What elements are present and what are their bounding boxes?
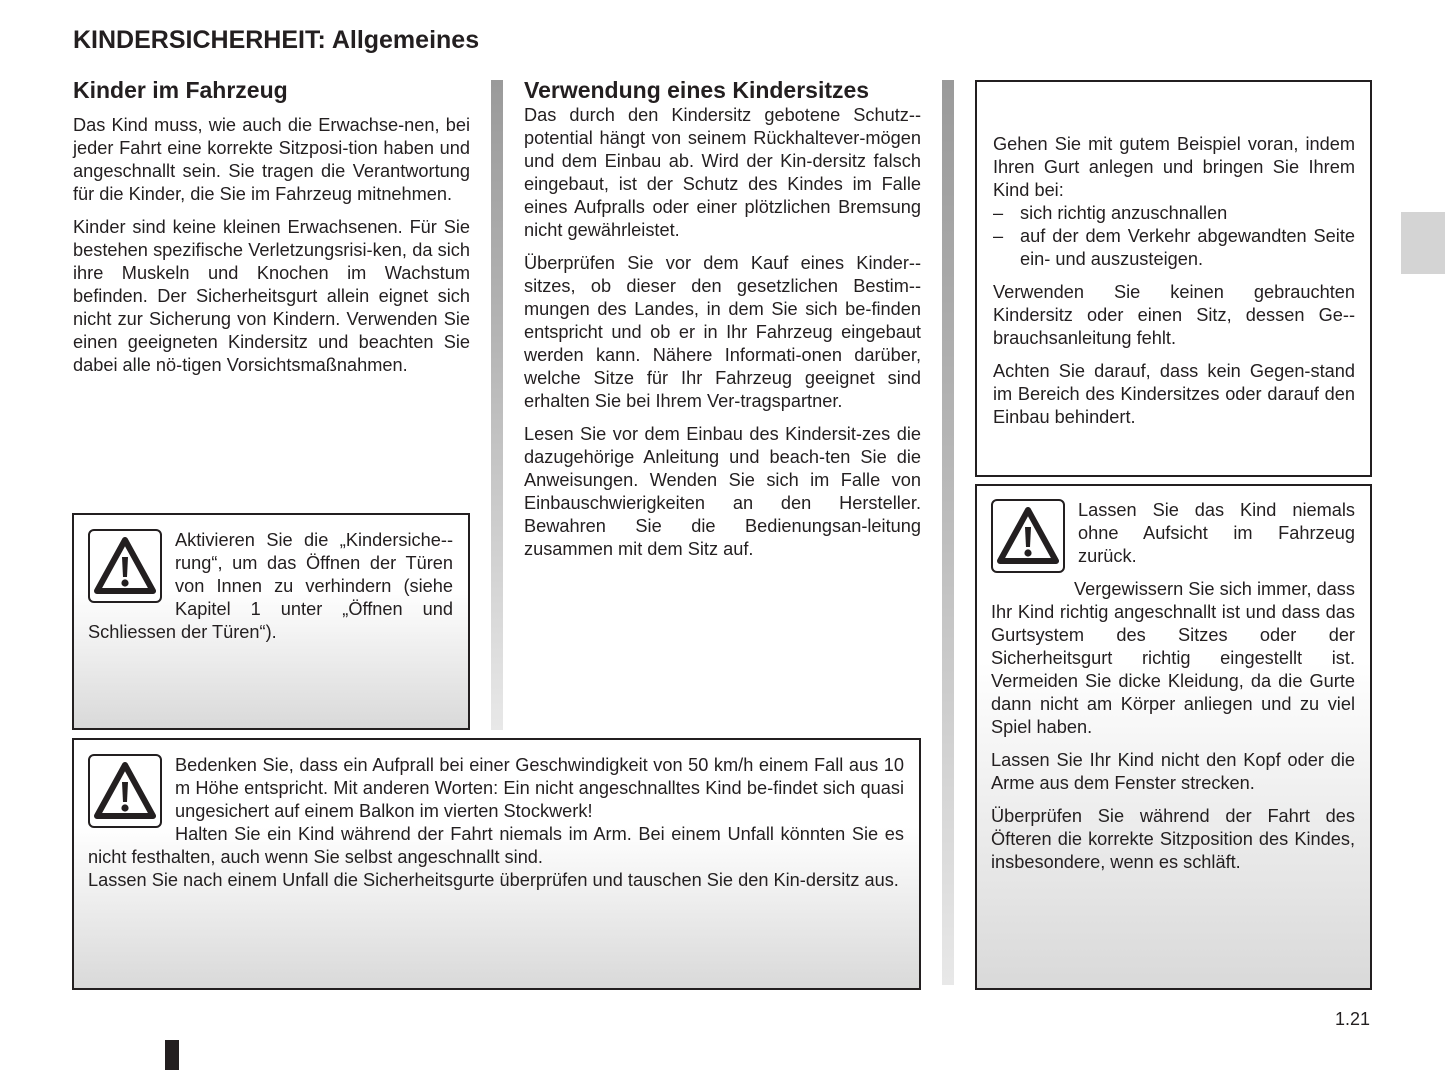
impact-warning-box — [72, 738, 921, 990]
warning-triangle-icon — [88, 754, 162, 828]
warning-text: Lassen Sie nach einem Unfall die Sicherheitsgurte überprüfen und tauschen Sie den Kin-dersitz aus. — [88, 870, 899, 890]
paragraph: Das durch den Kindersitz gebotene Schutz-potential hängt von seinem Rückhaltever-mögen und dem Einbau ab. Wird der Kin-dersitz falsch eingebaut, ist der Schutz des Kindes im Falle eines Aufpralls oder einer plötzlichen Bremsung nicht gewährleistet. — [524, 105, 921, 240]
warning-text: Lassen Sie das Kind niemals ohne Aufsicht im Fahrzeug zurück. — [1078, 500, 1355, 566]
warning-text: Aktivieren Sie die „Kindersiche-rung“, um das Öffnen der Türen von Innen zu verhindern (siehe Kapitel 1 unter „Öffnen und Schliessen der Türen“). — [88, 530, 453, 642]
paragraph: Überprüfen Sie vor dem Kauf eines Kinder-sitzes, ob dieser den gesetzlichen Bestim-mungen des Landes, in dem Sie sich be-finden entspricht und ob er in Ihr Fahrzeug eingebaut werden kann. Nähere Informati-onen darüber, welche Sitze für Ihr Fahrzeug geeignet sind erhalten Sie bei Ihrem Ver-tragspartner. — [524, 253, 921, 411]
warning-text: Bedenken Sie, dass ein Aufprall bei einer Geschwindigkeit von 50 km/h einem Fall aus 10 m Höhe entspricht. Mit anderen Worten: Ein nicht angeschnalltes Kind be-findet sich quasi ungesichert auf einem Balkon im vierten Stockwerk! — [175, 755, 904, 821]
chapter-tab — [1401, 212, 1445, 274]
paragraph: Lesen Sie vor dem Einbau des Kindersit-zes die dazugehörige Anleitung und beach-ten Sie die Anweisungen. Wenden Sie sich im Falle von Einbauschwierigkeiten an den Hersteller. Bewahren Sie die Bedienungsan-leitung zusammen mit dem Sitz auf. — [524, 424, 921, 559]
print-mark — [165, 1040, 179, 1070]
warning-text: Lassen Sie Ihr Kind nicht den Kopf oder die Arme aus dem Fenster strecken. — [991, 750, 1355, 793]
list-item — [993, 225, 1355, 271]
list-item — [993, 202, 1355, 225]
section-heading-children-in-vehicle: Kinder im Fahrzeug — [73, 77, 288, 103]
page-title: KINDERSICHERHEIT: Allgemeines — [73, 26, 480, 54]
list-item-text: sich richtig anzuschnallen — [1020, 203, 1228, 223]
warning-text: Überprüfen Sie während der Fahrt des Öfteren die korrekte Sitzposition des Kindes, insbesondere, wenn es schläft. — [991, 806, 1355, 872]
list-dash: – — [993, 226, 1004, 246]
good-example-info-box — [975, 80, 1372, 477]
child-lock-warning-box — [72, 513, 470, 730]
info-paragraph: Achten Sie darauf, dass kein Gegen-stand im Bereich des Kindersitzes oder darauf den Einbau behindert. — [993, 361, 1355, 427]
warning-triangle-icon — [991, 499, 1065, 573]
warning-text: Vergewissern Sie sich immer, dass Ihr Kind richtig angeschnallt ist und dass das Gurtsystem des Sitzes oder der Sicherheitsgurt richtig eingestellt ist. Vermeiden Sie dicke Kleidung, da die Gurte dann nicht am Körper anliegen und zu viel Spiel haben. — [991, 579, 1355, 737]
supervision-warning-box — [975, 484, 1372, 990]
warning-text: Halten Sie ein Kind während der Fahrt niemals im Arm. Bei einem Unfall könnten Sie es nicht festhalten, auch wenn Sie selbst angeschnallt sind. — [88, 824, 904, 867]
list-item-text: auf der dem Verkehr abgewandten Seite ein- und auszusteigen. — [1020, 226, 1355, 269]
info-intro: Gehen Sie mit gutem Beispiel voran, indem Ihren Gurt anlegen und bringen Sie Ihrem Kind bei: — [993, 134, 1355, 200]
paragraph: Kinder sind keine kleinen Erwachsenen. Für Sie bestehen spezifische Verletzungsrisi-ken, da sich ihre Muskeln und Knochen im Wachstum befinden. Der Sicherheitsgurt allein eignet sich nicht zur Sicherung von Kindern. Verwenden Sie einen geeigneten Kindersitz und beachten Sie dabei alle nö-tigen Vorsichtsmaßnahmen. — [73, 217, 470, 375]
column-divider — [942, 80, 954, 985]
col2-body — [524, 104, 921, 571]
col1-body — [73, 114, 470, 387]
paragraph: Das Kind muss, wie auch die Erwachse-nen, bei jeder Fahrt eine korrekte Sitzposi-tion haben und angeschnallt sein. Sie tragen die Verantwortung für die Kinder, die Sie im Fahrzeug mitnehmen. — [73, 115, 470, 204]
list-dash: – — [993, 203, 1004, 223]
section-heading-child-seat-use: Verwendung eines Kindersitzes — [524, 77, 870, 103]
page-number: 1.21 — [1334, 1009, 1370, 1029]
warning-triangle-icon — [88, 529, 162, 603]
info-paragraph: Verwenden Sie keinen gebrauchten Kindersitz oder einen Sitz, dessen Ge-brauchsanleitung fehlt. — [993, 282, 1355, 348]
column-divider — [491, 80, 503, 730]
